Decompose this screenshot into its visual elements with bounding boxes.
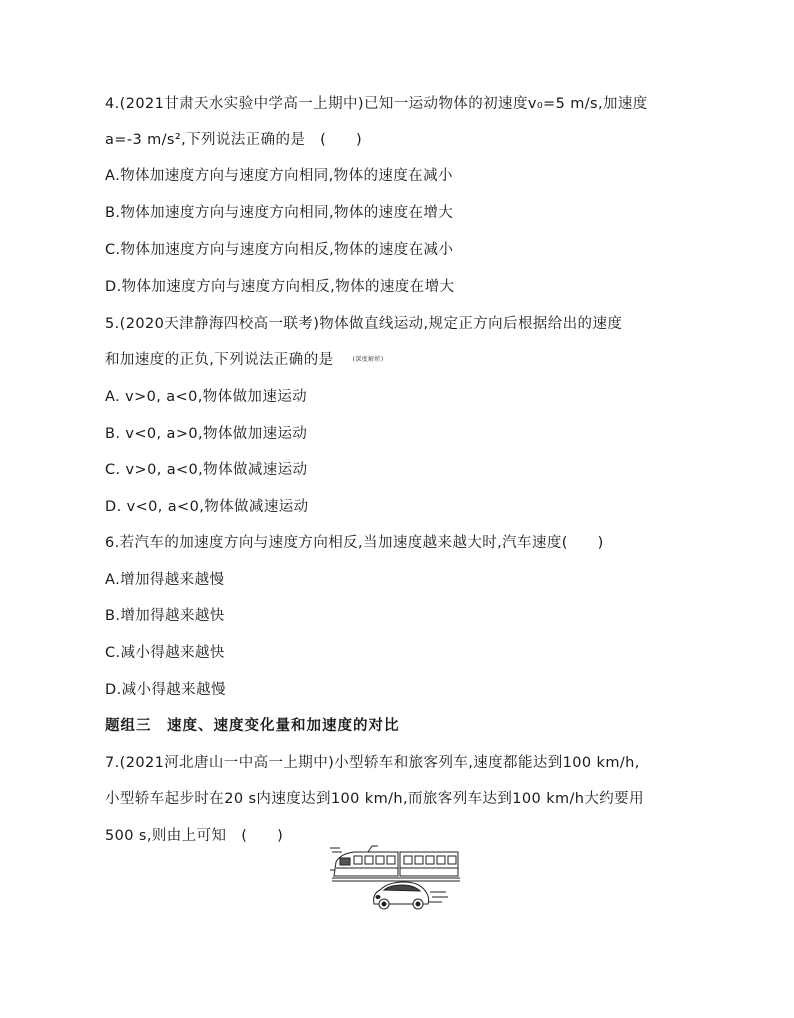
train-icon [330, 846, 460, 881]
train-car-illustration [328, 840, 464, 912]
q5-stem-line1: 5.(2020天津静海四校高一联考)物体做直线运动,规定正方向后根据给出的速度 [105, 316, 623, 332]
q5-stem-text: 和加速度的正负,下列说法正确的是 [105, 352, 334, 368]
q4-option-d: D.物体加速度方向与速度方向相反,物体的速度在增大 [105, 279, 455, 295]
q6-option-a: A.增加得越来越慢 [105, 572, 225, 588]
group3-heading: 题组三 速度、速度变化量和加速度的对比 [105, 718, 400, 734]
q4-option-c: C.物体加速度方向与速度方向相反,物体的速度在减小 [105, 242, 454, 258]
q5-option-a: A. v>0, a<0,物体做加速运动 [105, 389, 308, 405]
q5-option-d: D. v<0, a<0,物体做减速运动 [105, 499, 309, 515]
q4-option-a: A.物体加速度方向与速度方向相同,物体的速度在减小 [105, 168, 453, 184]
q7-stem-line3: 500 s,则由上可知 ( ) [105, 828, 284, 844]
q6-stem-line1: 6.若汽车的加速度方向与速度方向相反,当加速度越来越大时,汽车速度( ) [105, 535, 604, 551]
q4-stem-line1: 4.(2021甘肃天水实验中学高一上期中)已知一运动物体的初速度v₀=5 m/s,加速度 [105, 96, 648, 112]
car-icon [374, 882, 448, 909]
q6-option-c: C.减小得越来越快 [105, 645, 225, 661]
q6-option-d: D.减小得越来越慢 [105, 682, 226, 698]
q7-stem-line2: 小型轿车起步时在20 s内速度达到100 km/h,而旅客列车达到100 km/h大约要用 [105, 791, 644, 807]
q4-option-b: B.物体加速度方向与速度方向相同,物体的速度在增大 [105, 205, 454, 221]
q5-stem-line2 [105, 350, 384, 370]
q4-stem-line2: a=-3 m/s²,下列说法正确的是 ( ) [105, 132, 363, 148]
q7-stem-line1: 7.(2021河北唐山一中高一上期中)小型轿车和旅客列车,速度都能达到100 km/h, [105, 755, 640, 771]
q5-option-b: B. v<0, a>0,物体做加速运动 [105, 426, 308, 442]
depth-analysis-tag: (深度解析) [352, 356, 384, 363]
q5-option-c: C. v>0, a<0,物体做减速运动 [105, 462, 308, 478]
q6-option-b: B.增加得越来越快 [105, 608, 225, 624]
